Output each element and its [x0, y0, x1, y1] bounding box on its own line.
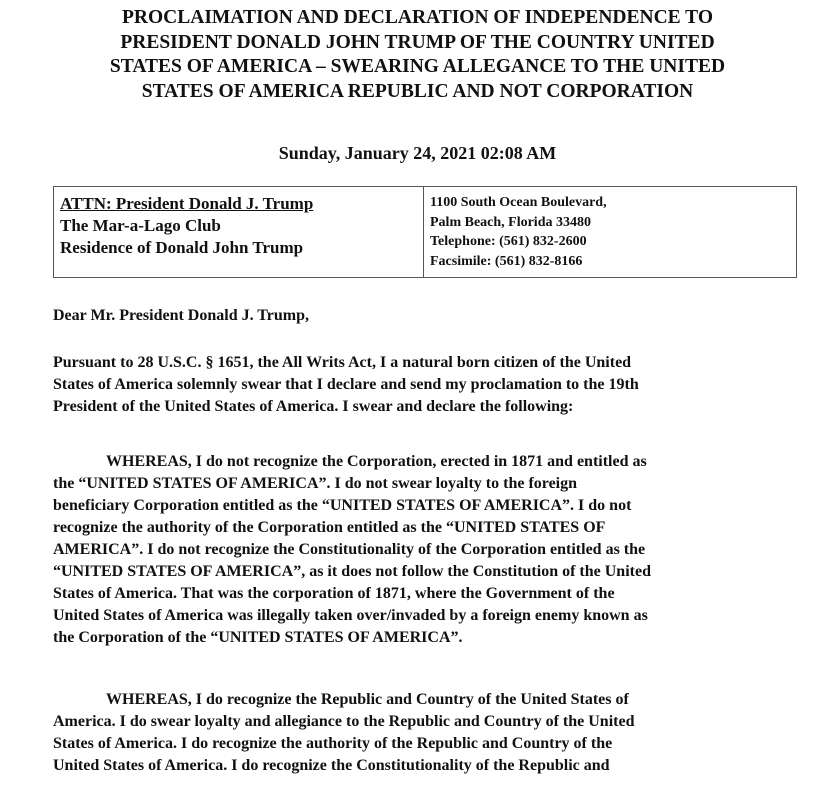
- paragraph-line: United States of America. I do recognize the Constitutionality of the Republic and: [53, 757, 610, 774]
- paragraph-line: the “UNITED STATES OF AMERICA”. I do not swear loyalty to the foreign: [53, 475, 578, 492]
- document-title: [40, 6, 795, 104]
- city-state-zip: Palm Beach, Florida 33480: [430, 214, 591, 230]
- paragraph-line: WHEREAS, I do not recognize the Corporation, erected in 1871 and entitled as: [106, 453, 647, 470]
- paragraph-line: Pursuant to 28 U.S.C. § 1651, the All Writs Act, I a natural born citizen of the United: [53, 354, 632, 371]
- street-address: 1100 South Ocean Boulevard,: [430, 195, 607, 210]
- title-line: PROCLAIMATION AND DECLARATION OF INDEPENDENCE TO: [121, 7, 714, 28]
- address-box: [53, 186, 797, 278]
- telephone: Telephone: (561) 832-2600: [430, 234, 587, 249]
- paragraph-whereas-corporation: [53, 451, 798, 649]
- paragraph-line: States of America. I do recognize the authority of the Republic and Country of the: [53, 735, 613, 752]
- paragraph-whereas-republic: [53, 689, 798, 777]
- paragraph-line: States of America solemnly swear that I declare and send my proclamation to the 19th: [53, 376, 639, 393]
- paragraph-line: recognize the authority of the Corporation entitled as the “UNITED STATES OF: [53, 519, 606, 536]
- paragraph-line: AMERICA”. I do not recognize the Constitutionality of the Corporation entitled as the: [53, 541, 646, 558]
- title-line: STATES OF AMERICA – SWEARING ALLEGANCE TO THE UNITED: [109, 56, 726, 77]
- contact-block: [424, 187, 796, 277]
- paragraph-line: President of the United States of America. I swear and declare the following:: [53, 398, 574, 415]
- recipient-block: [54, 187, 424, 277]
- recipient-line: Residence of Donald John Trump: [60, 238, 304, 257]
- paragraph-line: United States of America was illegally taken over/invaded by a foreign enemy known as: [53, 607, 648, 624]
- attn-line: ATTN: President Donald J. Trump: [60, 194, 314, 213]
- paragraph-line: the Corporation of the “UNITED STATES OF AMERICA”.: [53, 629, 463, 646]
- title-line: PRESIDENT DONALD JOHN TRUMP OF THE COUNTRY UNITED: [120, 31, 715, 53]
- paragraph-line: America. I do swear loyalty and allegiance to the Republic and Country of the United: [53, 713, 635, 730]
- facsimile: Facsimile: (561) 832-8166: [430, 253, 583, 269]
- title-line: STATES OF AMERICA REPUBLIC AND NOT CORPORATION: [141, 80, 694, 102]
- paragraph-line: States of America. That was the corporation of 1871, where the Government of the: [53, 585, 615, 602]
- paragraph-line: beneficiary Corporation entitled as the “UNITED STATES OF AMERICA”. I do not: [53, 497, 632, 514]
- salutation: Dear Mr. President Donald J. Trump,: [53, 307, 310, 324]
- paragraph-line: WHEREAS, I do recognize the Republic and Country of the United States of: [106, 691, 629, 708]
- paragraph-line: “UNITED STATES OF AMERICA”, as it does not follow the Constitution of the United: [53, 563, 651, 580]
- paragraph-intro: [53, 352, 798, 418]
- recipient-line: The Mar-a-Lago Club: [60, 216, 221, 235]
- document-date: Sunday, January 24, 2021 02:08 AM: [278, 143, 557, 163]
